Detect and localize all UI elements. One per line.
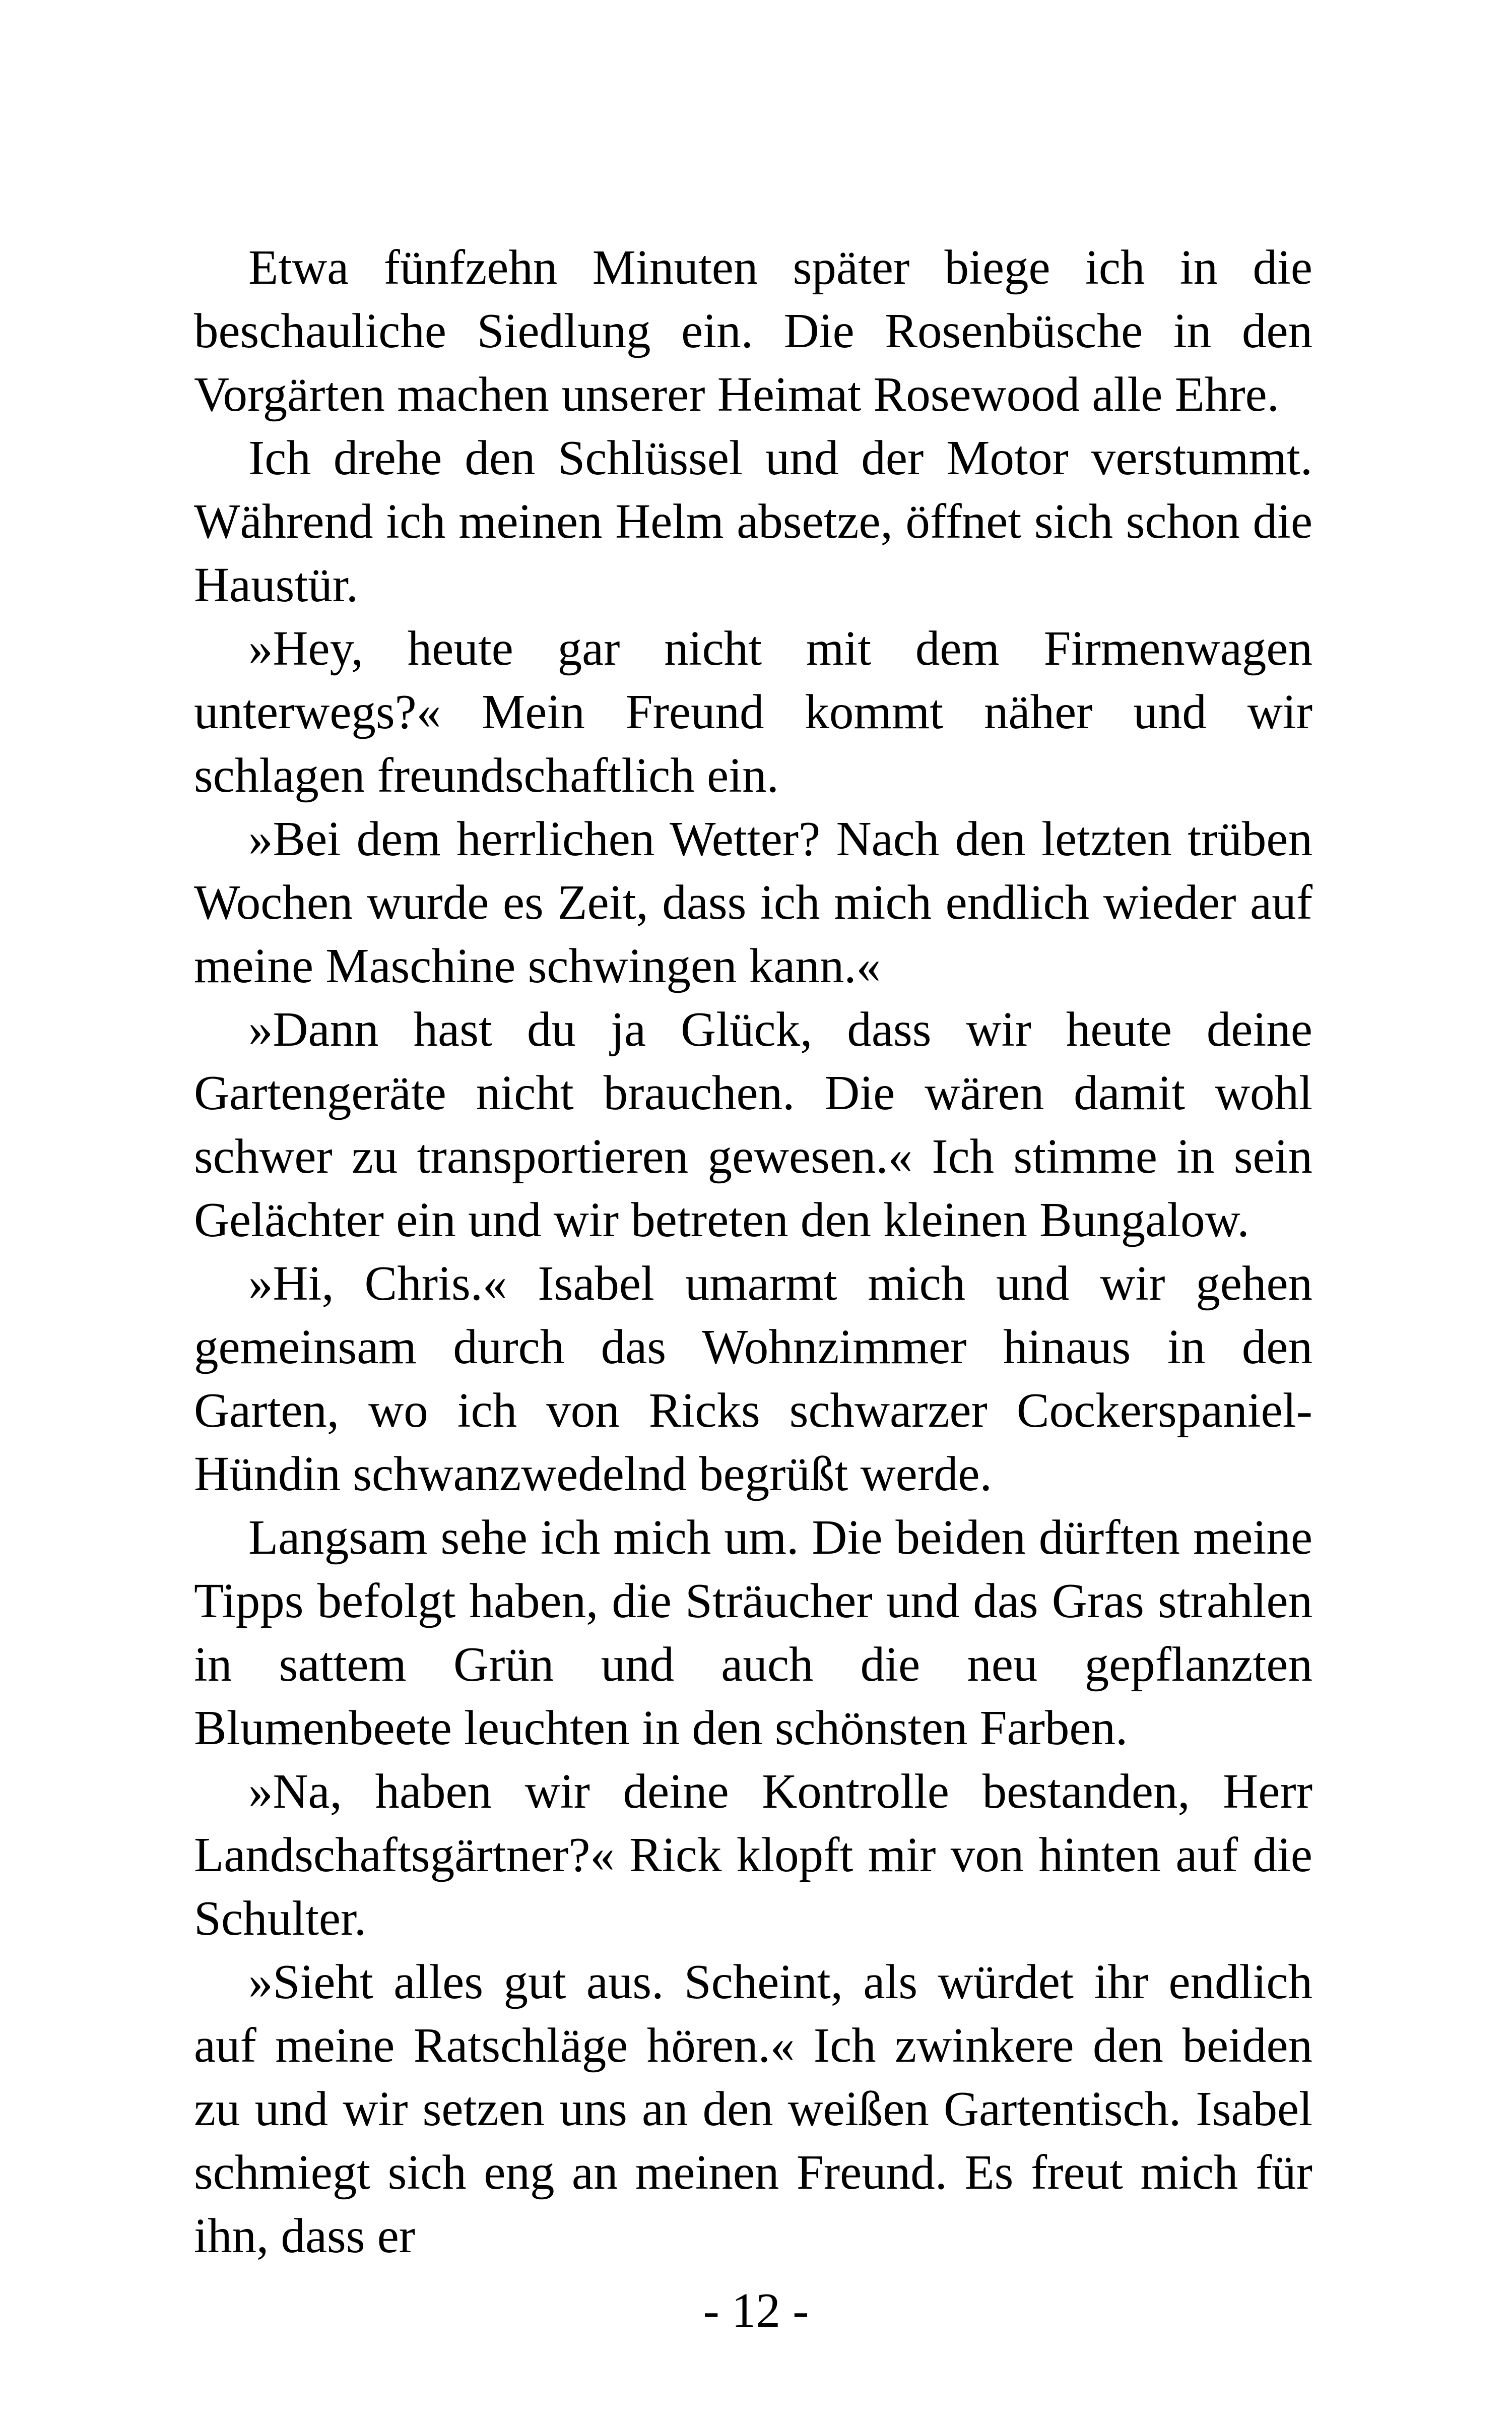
paragraph: Langsam sehe ich mich um. Die beiden dürften meine Tipps befolgt haben, die Sträucher und das Gras strahlen in sattem Grün und auch die neu gepflanzten Blumenbeete leuchten in den schönsten Farben.	[194, 1510, 1312, 1755]
paragraph: Etwa fünfzehn Minuten später biege ich in die beschauliche Siedlung ein. Die Rosenbüsche in den Vorgärten machen unserer Heimat Rosewood alle Ehre.	[194, 240, 1312, 421]
paragraph: Ich drehe den Schlüssel und der Motor verstummt. Während ich meinen Helm absetze, öffnet sich schon die Haustür.	[194, 431, 1312, 612]
paragraph: »Na, haben wir deine Kontrolle bestanden, Herr Landschaftsgärtner?« Rick klopft mir von hinten auf die Schulter.	[194, 1764, 1312, 1945]
paragraph: »Hey, heute gar nicht mit dem Firmenwagen unterwegs?« Mein Freund kommt näher und wir schlagen freundschaftlich ein.	[194, 621, 1312, 802]
paragraph: »Hi, Chris.« Isabel umarmt mich und wir gehen gemeinsam durch das Wohnzimmer hinaus in den Garten, wo ich von Ricks schwarzer Cockerspaniel-Hündin schwanzwedelnd begrüßt werde.	[194, 1256, 1312, 1501]
page-number: - 12 -	[703, 2283, 809, 2337]
paragraph: »Sieht alles gut aus. Scheint, als würdet ihr endlich auf meine Ratschläge hören.« Ich zwinkere den beiden zu und wir setzen uns an den weißen Gartentisch. Isabel schmiegt sich eng an meinen Freund. Es freut mich für ihn, dass er	[194, 1955, 1312, 2263]
body-text	[194, 236, 1312, 2268]
paragraph: »Dann hast du ja Glück, dass wir heute deine Gartengeräte nicht brauchen. Die wären damit wohl schwer zu transportieren gewesen.« Ich stimme in sein Gelächter ein und wir betreten den kleinen Bungalow.	[194, 1002, 1312, 1247]
paragraph: »Bei dem herrlichen Wetter? Nach den letzten trüben Wochen wurde es Zeit, dass ich mich endlich wieder auf meine Maschine schwingen kann.«	[194, 812, 1312, 993]
